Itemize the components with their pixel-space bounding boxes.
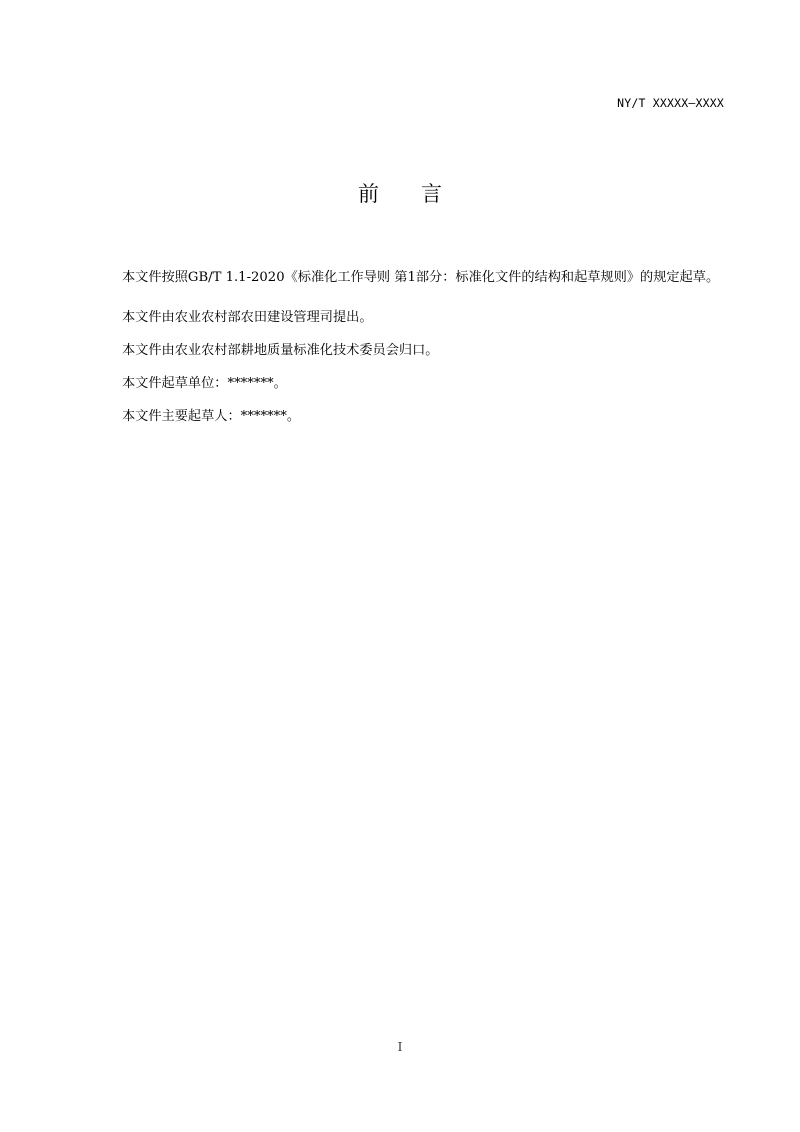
page-number: I (397, 1040, 403, 1054)
paragraph-proposed-by: 本文件由农业农村部农田建设管理司提出。 (122, 310, 373, 325)
page-title: 前言 (358, 182, 484, 206)
standard-code: NY/T XXXXX—XXXX (617, 96, 724, 110)
paragraph-centralized-by: 本文件由农业农村部耕地质量标准化技术委员会归口。 (122, 343, 439, 358)
paragraph-drafting-rules: 本文件按照GB/T 1.1-2020《标准化工作导则 第1部分：标准化文件的结构和起草规则》的规定起草。 (122, 270, 720, 285)
paragraph-drafters: 本文件主要起草人：*******。 (122, 409, 301, 424)
foreword-body (96, 262, 724, 442)
paragraph-drafting-units: 本文件起草单位：*******。 (122, 376, 287, 391)
